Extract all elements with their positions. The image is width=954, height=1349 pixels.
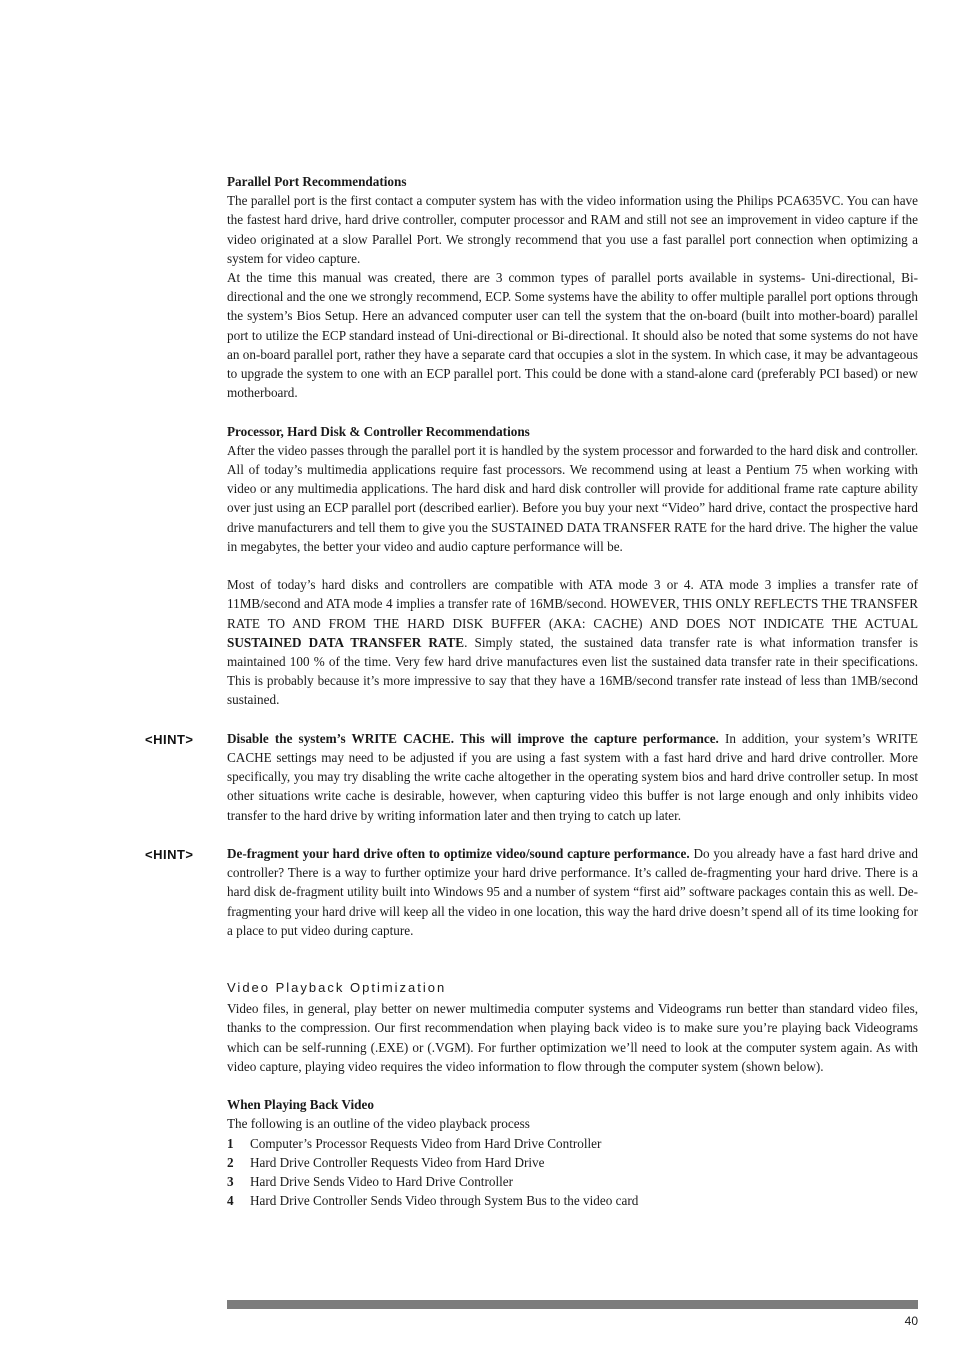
step-number: 1 xyxy=(227,1135,234,1151)
section-title-playback: Video Playback Optimization xyxy=(227,980,447,996)
step-text: Hard Drive Controller Requests Video from Hard Drive xyxy=(250,1154,545,1170)
step-text: Hard Drive Controller Sends Video through System Bus to the video card xyxy=(250,1193,639,1209)
page-content xyxy=(145,172,918,1210)
hint-block xyxy=(145,729,918,825)
list-item xyxy=(227,1172,918,1191)
paragraph: After the video passes through the parallel port it is handled by the system processor and forwarded to the hard disk and controller. All of today’s multimedia applications require fast processors. We recommend using at least a Pentium 75 when working with video or any multimedia applications. The hard disk and hard disk controller will provide for additional frame rate capture ability over just using an ECP parallel port (described earlier). Before you buy your next “Video” hard drive, contact the prospective hard drive manufacturers and tell them to give you the SUSTAINED DATA TRANSFER RATE for the hard drive. The higher the value in megabytes, the better your video and audio capture performance will be. xyxy=(227,442,918,554)
emphasis-text: SUSTAINED DATA TRANSFER RATE xyxy=(227,634,465,650)
page-number: 40 xyxy=(904,1314,918,1328)
paragraph: At the time this manual was created, there are 3 common types of parallel ports available in systems- Uni-directional, Bi-directional and the one we strongly recommend, ECP. Some systems have the ability to offer multiple parallel port options through the system’s Bios Setup. Here an advanced computer user can tell the system that the on-board (built into mother-board) parallel port to utilize the ECP standard instead of Uni-directional or Bi-directional. It should also be noted that some systems do not have an on-board parallel port, rather they have a separate card that occupies a slot in the system. In which case, it may be advantageous to upgrade the system to one with an ECP parallel port. This could be done with a stand-alone card (preferably PCI based) or new motherboard. xyxy=(227,270,918,401)
hint-emphasis: Disable the system’s WRITE CACHE. This will improve the capture performance. xyxy=(227,730,719,746)
list-item xyxy=(227,1134,918,1153)
paragraph: The parallel port is the first contact a computer system has with the video information using the Philips PCA635VC. You can have the fastest hard drive, hard drive controller, computer processor and RAM and still not see an improvement in video capture if the video originated at a slow Parallel Port. We strongly recommend that you use a fast parallel port connection when optimizing a system for video capture. xyxy=(227,193,918,266)
list-item xyxy=(227,1191,918,1210)
footer-bar xyxy=(227,1300,918,1309)
paragraph: The following is an outline of the video playback process xyxy=(227,1116,530,1132)
step-number: 3 xyxy=(227,1174,234,1190)
list-item xyxy=(227,1153,918,1172)
hint-body: In addition, your system’s WRITE CACHE settings may need to be adjusted if you are using a fast system with a fast hard drive and hard drive controller. More specifically, you may try disabling the write cache altogether in the operating system bios and hard drive controller setup. In most other situations write cache is desirable, however, when capturing video this buffer is not large enough and only inhibits video transfer to the hard drive by writing information later and then trying to catch up later. xyxy=(227,730,918,823)
sub-heading-playback: When Playing Back Video xyxy=(227,1097,374,1113)
hint-text xyxy=(227,729,918,825)
hint-label: <HINT> xyxy=(145,731,194,747)
step-number: 4 xyxy=(227,1193,234,1209)
paragraph xyxy=(227,575,918,709)
step-text: Computer’s Processor Requests Video from Hard Drive Controller xyxy=(250,1135,602,1151)
hint-label: <HINT> xyxy=(145,847,194,863)
hint-body: Do you already have a fast hard drive and controller? There is a way to further optimize your hard drive performance. It’s called de-fragmenting your hard drive. There is a hard disk de-fragment utility built into Windows 95 and a number of system “first aid” software packages contain this as well. De-fragmenting your hard drive will keep all the video in one location, this way the hard drive doesn’t spend all of its time looking for a place to put video during capture. xyxy=(227,846,918,938)
paragraph-text: Most of today’s hard disks and controllers are compatible with ATA mode 3 or 4. ATA mode 3 implies a transfer rate of 11MB/second and ATA mode 4 implies a transfer rate of 16MB/second. HOWEVER, THIS ONLY REFLECTS THE TRANSFER RATE TO AND FROM THE HARD DISK BUFFER (AKA: CACHE) AND DOES NOT INDICATE THE ACTUAL xyxy=(227,577,918,631)
section-heading-parallel-port: Parallel Port Recommendations xyxy=(227,174,407,189)
step-number: 2 xyxy=(227,1154,234,1170)
step-text: Hard Drive Sends Video to Hard Drive Controller xyxy=(250,1174,514,1190)
paragraph: Video files, in general, play better on newer multimedia computer systems and Videograms run better than standard video files, thanks to the compression. Our first recommendation when playing back video is to make sure you’re playing back Videograms which can be self-running (.EXE) or (.VGM). For further optimization we’ll need to look at the computer system again. As with video capture, playing video requires the video information to flow through the computer system (shown below). xyxy=(227,1001,918,1074)
paragraph-text: . Simply stated, the sustained data transfer rate is what information transfer is maintained 100 % of the time. Very few hard drive manufactures even list the sustained data transfer rate in their specifications. This is probably because it’s more impressive to say that they have a 16MB/second transfer rate instead of less than 1MB/second sustained. xyxy=(227,634,918,708)
hint-emphasis: De-fragment your hard drive often to optimize video/sound capture performance. xyxy=(227,846,690,862)
section-heading-processor: Processor, Hard Disk & Controller Recommendations xyxy=(227,423,530,439)
hint-block xyxy=(145,844,918,940)
steps-list xyxy=(227,1134,918,1211)
hint-text xyxy=(227,844,918,940)
